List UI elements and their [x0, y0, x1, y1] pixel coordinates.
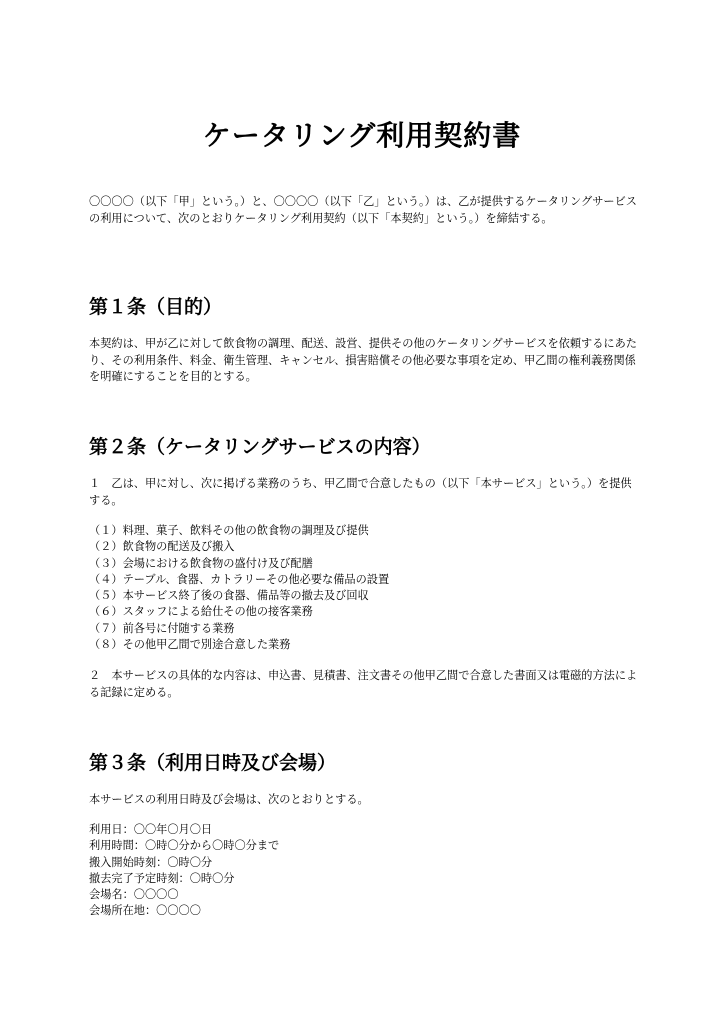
document-title: ケータリング利用契約書 — [202, 119, 522, 152]
list-item: 会場名：〇〇〇〇 — [89, 888, 179, 902]
list-item: （３）会場における飲食物の盛付け及び配膳 — [89, 556, 313, 570]
list-item: 利用時間：〇時〇分から〇時〇分まで — [89, 839, 280, 853]
article-2-paragraph-1: １ 乙は、甲に対し、次に掲げる業務のうち、甲乙間で合意したもの（以下「本サービス」という。）を提供する。 — [89, 477, 632, 507]
list-item: （７）前各号に付随する業務 — [89, 621, 235, 635]
article-3-intro: 本サービスの利用日時及び会場は、次のとおりとする。 — [89, 793, 369, 806]
venue-details-list — [89, 822, 641, 920]
preamble-paragraph: 〇〇〇〇（以下「甲」という。）と、〇〇〇〇（以下「乙」という。）は、乙が提供するケータリングサービスの利用について、次のとおりケータリング利用契約（以下「本契約」という。）を締結する。 — [89, 195, 637, 225]
article-1-text: 本契約は、甲が乙に対して飲食物の調理、配送、設営、提供その他のケータリングサービスを依頼するにあたり、その利用条件、料金、衛生管理、キャンセル、損害賠償その他必要な事項を定め、甲乙間の権利義務関係を明確にすることを目的とする。 — [89, 337, 637, 383]
list-item: （６）スタッフによる給仕その他の接客業務 — [89, 605, 313, 619]
list-item: 利用日：〇〇年〇月〇日 — [89, 823, 213, 836]
article-2-paragraph-2: ２ 本サービスの具体的な内容は、申込書、見積書、注文書その他甲乙間で合意した書面又は電磁的方法による記録に定める。 — [89, 669, 638, 699]
list-item: （２）飲食物の配送及び搬入 — [89, 540, 235, 554]
list-item: （１）料理、菓子、飲料その他の飲食物の調理及び提供 — [89, 524, 369, 537]
list-item: 撤去完了予定時刻：〇時〇分 — [89, 871, 235, 885]
list-item: （５）本サービス終了後の食器、備品等の撤去及び回収 — [89, 589, 369, 603]
list-item: 会場所在地：〇〇〇〇 — [89, 904, 201, 918]
service-items-list — [89, 523, 641, 653]
article-3-heading: 第３条（利用日時及び会場） — [89, 752, 337, 774]
list-item: （８）その他甲乙間で別途合意した業務 — [89, 638, 291, 652]
list-item: （４）テーブル、食器、カトラリーその他必要な備品の設置 — [89, 572, 390, 586]
list-item: 搬入開始時刻：〇時〇分 — [89, 855, 213, 869]
article-2-heading: 第２条（ケータリングサービスの内容） — [89, 436, 431, 458]
article-1-heading: 第１条（目的） — [89, 296, 223, 318]
